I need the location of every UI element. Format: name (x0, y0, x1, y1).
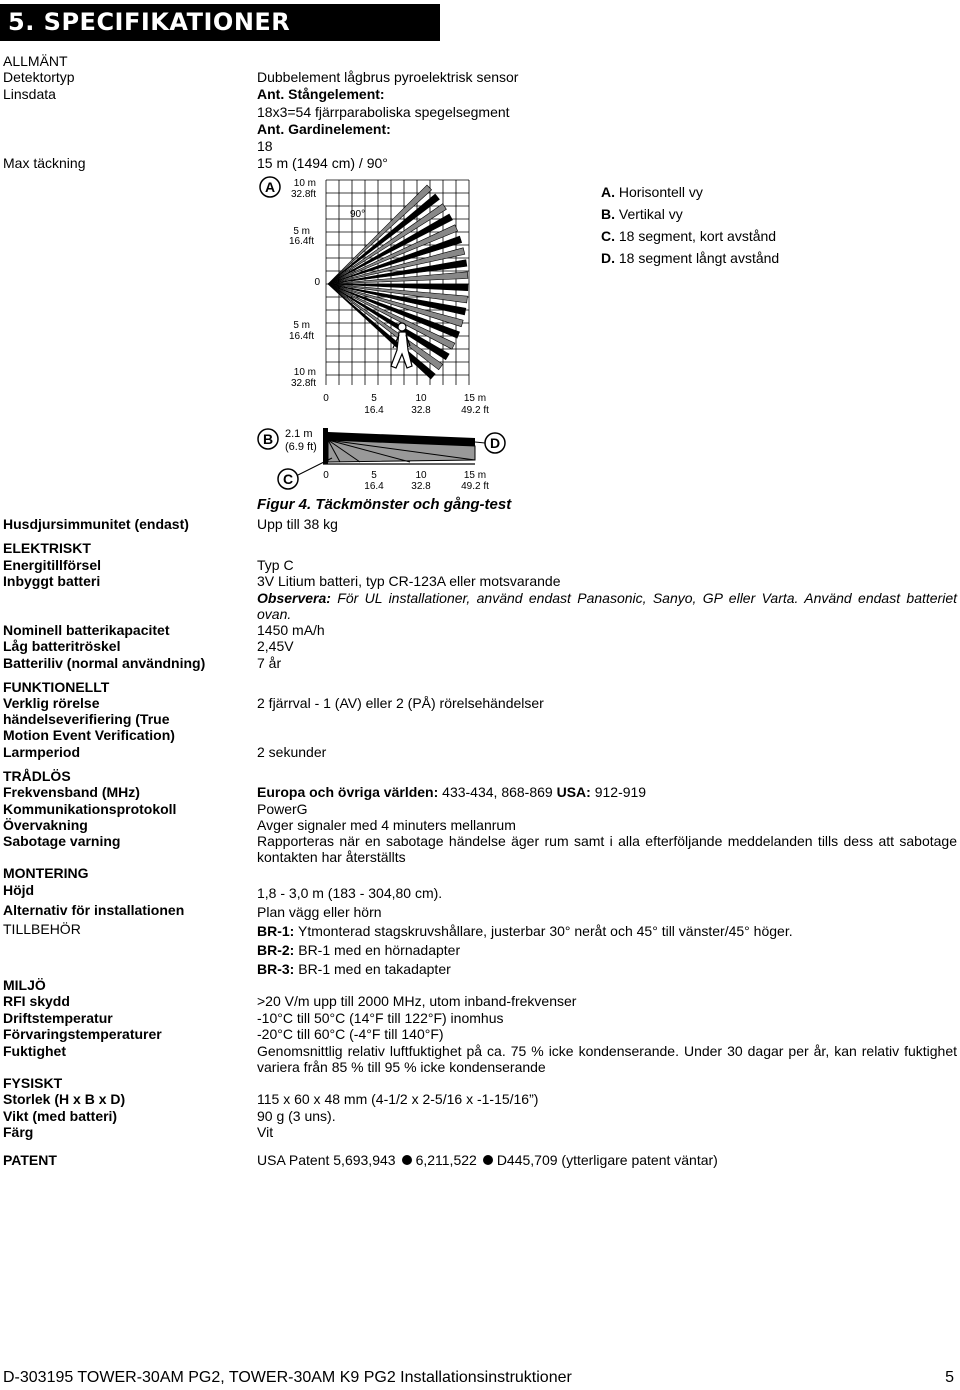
heading-accessories: TILLBEHÖR (3, 921, 81, 937)
tmv-label-2: händelseverifiering (True (3, 711, 170, 727)
band-label: Frekvensband (MHz) (3, 784, 140, 800)
size-label: Storlek (H x B x D) (3, 1091, 126, 1107)
scale-16ft-top: 16.4ft (288, 236, 314, 247)
lens-line4: 18 (257, 138, 273, 154)
x-16ft: 16.4 (364, 405, 384, 416)
heading-electrical: ELEKTRISKT (3, 540, 91, 556)
detector-type-value: Dubbelement lågbrus pyroelektrisk sensor (257, 69, 519, 85)
power-label: Energitillförsel (3, 557, 102, 573)
coverage-label: Max täckning (3, 155, 86, 171)
x-32ft: 32.8 (411, 405, 431, 416)
power-value: Typ C (257, 557, 294, 573)
heading-functional: FUNKTIONELLT (3, 679, 110, 695)
accessory-br2: BR-2: BR-1 med en hörnadapter (257, 942, 461, 958)
tamper-value: Rapporteras när en sabotage händelse äger rum samt i alla efterföljande meddelanden tills dess att sabotage kontakten har återställts (257, 833, 957, 865)
scale-10m-bottom: 10 m (293, 367, 316, 378)
angle-label: 90° (350, 209, 366, 220)
protocol-value: PowerG (257, 801, 308, 817)
battery-note: Observera: För UL installationer, använd endast Panasonic, Sanyo, GP eller Varta. Använd endast batteriet ovan. (257, 590, 957, 622)
page-footer (3, 1369, 954, 1387)
label-b: B (262, 431, 274, 447)
accessory-br3: BR-3: BR-1 med en takadapter (257, 961, 451, 977)
storage-temp-value: -20°C till 60°C (-4°F till 140°F) (257, 1026, 444, 1042)
lens-line2: 18x3=54 fjärrparaboliska spegelsegment (257, 104, 510, 120)
rfi-value: >20 V/m upp till 2000 MHz, utom inband-frekvenser (257, 993, 577, 1009)
capacity-value: 1450 mA/h (257, 622, 325, 638)
vx-15m: 15 m (463, 470, 487, 481)
storage-temp-label: Förvaringstemperaturer (3, 1026, 162, 1042)
scale-32ft-bottom: 32.8ft (290, 378, 316, 389)
vx-16ft: 16.4 (364, 481, 384, 492)
bullet-icon (483, 1155, 493, 1165)
rfi-label: RFI skydd (3, 993, 70, 1009)
tmv-label-3: Motion Event Verification) (3, 727, 175, 743)
page-number: 5 (945, 1369, 954, 1386)
op-temp-label: Driftstemperatur (3, 1010, 113, 1026)
scale-10m-top: 10 m (293, 178, 316, 189)
x-5: 5 (371, 393, 377, 404)
vx-49ft: 49.2 ft (461, 481, 489, 492)
battery-life-value: 7 år (257, 655, 282, 671)
coverage-pattern-figure (250, 170, 550, 495)
coverage-value: 15 m (1494 cm) / 90° (257, 155, 388, 171)
patent-label: PATENT (3, 1152, 57, 1168)
size-value: 115 x 60 x 48 mm (4-1/2 x 2-5/16 x -1-15/16”) (257, 1091, 539, 1107)
legend-item-a: A. Horisontell vy (601, 184, 703, 200)
label-d: D (489, 435, 501, 451)
tamper-label: Sabotage varning (3, 833, 121, 849)
lens-line3: Ant. Gardinelement: (257, 121, 391, 137)
detector-type-label: Detektortyp (3, 69, 75, 85)
vx-zero: 0 (323, 470, 329, 481)
band-value: Europa och övriga världen: 433-434, 868-869 USA: 912-919 (257, 784, 647, 800)
scale-5m-top: 5 m (293, 226, 310, 237)
op-temp-value: -10°C till 50°C (14°F till 122°F) inomhus (257, 1010, 504, 1026)
low-battery-value: 2,45V (257, 638, 294, 654)
battery-value: 3V Litium batteri, typ CR-123A eller motsvarande (257, 573, 561, 589)
capacity-label: Nominell batterikapacitet (3, 622, 170, 638)
heading-general: ALLMÄNT (3, 53, 68, 69)
lens-label: Linsdata (3, 86, 56, 102)
footer-doc: D-303195 TOWER-30AM PG2, TOWER-30AM K9 PG2 Installationsinstruktioner (3, 1369, 572, 1386)
height-m: 2.1 m (285, 428, 313, 440)
x-49ft: 49.2 ft (461, 405, 489, 416)
supervision-label: Övervakning (3, 817, 88, 833)
pet-value: Upp till 38 kg (257, 516, 338, 532)
weight-value: 90 g (3 uns). (257, 1108, 336, 1124)
patent-value: USA Patent 5,693,943 6,211,522 D445,709 (ytterligare patent väntar) (257, 1152, 718, 1168)
accessory-br1: BR-1: Ytmonterad stagskruvshållare, justerbar 30° neråt och 45° till vänster/45° höger. (257, 923, 793, 939)
vertical-view (323, 428, 475, 464)
scale-32ft-top: 32.8ft (290, 189, 316, 200)
color-label: Färg (3, 1124, 34, 1140)
x-15m: 15 m (463, 393, 487, 404)
tmv-label-1: Verklig rörelse (3, 695, 100, 711)
heading-wireless: TRÅDLÖS (3, 768, 71, 784)
legend-item-c: C. 18 segment, kort avstånd (601, 228, 777, 244)
mount-height-label: Höjd (3, 882, 35, 898)
tmv-value: 2 fjärrval - 1 (AV) eller 2 (PÅ) rörelsehändelser (257, 695, 544, 711)
color-value: Vit (257, 1124, 274, 1140)
weight-label: Vikt (med batteri) (3, 1108, 118, 1124)
install-alt-value: Plan vägg eller hörn (257, 904, 382, 920)
x-zero: 0 (323, 393, 329, 404)
battery-label: Inbyggt batteri (3, 573, 101, 589)
fan-segment (328, 204, 446, 284)
vx-32ft: 32.8 (411, 481, 431, 492)
legend-item-d: D. 18 segment långt avstånd (601, 250, 780, 266)
install-alt-label: Alternativ för installationen (3, 902, 185, 918)
label-c: C (282, 471, 294, 487)
scale-zero-left: 0 (314, 277, 320, 288)
protocol-label: Kommunikationsprotokoll (3, 801, 177, 817)
heading-mounting: MONTERING (3, 865, 89, 881)
bullet-icon (402, 1155, 412, 1165)
legend-item-b: B. Vertikal vy (601, 206, 683, 222)
mount-height-value: 1,8 - 3,0 m (183 - 304,80 cm). (257, 885, 443, 901)
scale-5m-bottom: 5 m (293, 320, 310, 331)
low-battery-label: Låg batteritröskel (3, 638, 121, 654)
lens-line1: Ant. Stångelement: (257, 86, 385, 102)
heading-physical: FYSISKT (3, 1075, 63, 1091)
battery-life-label: Batteriliv (normal användning) (3, 655, 206, 671)
scale-16ft-bottom: 16.4ft (288, 331, 314, 342)
height-ft: (6.9 ft) (285, 441, 317, 453)
alarm-period-label: Larmperiod (3, 744, 81, 760)
humidity-label: Fuktighet (3, 1043, 66, 1059)
figure-legend (601, 181, 779, 269)
label-a: A (264, 179, 276, 195)
alarm-period-value: 2 sekunder (257, 744, 327, 760)
page-title: 5. SPECIFIKATIONER (0, 4, 440, 41)
humidity-value: Genomsnittlig relativ luftfuktighet på ca. 75 % icke kondenserande. Under 30 dagar per år, kan relativ fuktighet variera från 85 % till 95 % icke kondenserande (257, 1043, 957, 1075)
vx-5: 5 (371, 470, 377, 481)
pointer-d (475, 442, 485, 443)
figure-caption: Figur 4. Täckmönster och gång-test (257, 496, 512, 513)
pet-label: Husdjursimmunitet (endast) (3, 516, 189, 532)
x-10: 10 (415, 393, 427, 404)
supervision-value: Avger signaler med 4 minuters mellanrum (257, 817, 516, 833)
heading-environment: MILJÖ (3, 977, 46, 993)
vx-10: 10 (415, 470, 427, 481)
